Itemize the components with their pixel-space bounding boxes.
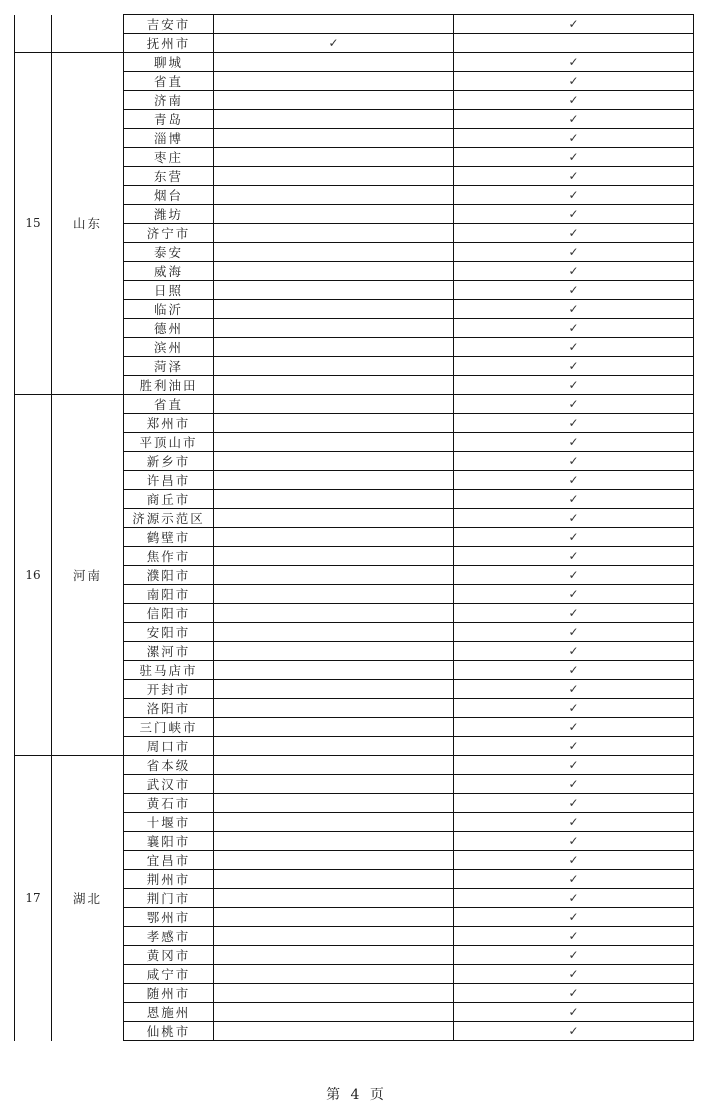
check-mark-icon: ✓	[568, 454, 579, 468]
city-name: 荆州市	[124, 870, 214, 889]
check-cell-col4	[214, 148, 454, 167]
check-mark-icon: ✓	[568, 169, 579, 183]
check-mark-icon: ✓	[568, 1024, 579, 1038]
check-cell-col4	[214, 281, 454, 300]
check-cell-col4	[214, 547, 454, 566]
table-row	[15, 395, 694, 414]
province-name: 河南	[52, 395, 124, 756]
check-cell-col5	[454, 224, 694, 243]
check-mark-icon: ✓	[568, 530, 579, 544]
table-row	[15, 756, 694, 775]
city-name: 商丘市	[124, 490, 214, 509]
check-cell-col5	[454, 547, 694, 566]
check-mark-icon: ✓	[568, 872, 579, 886]
city-name: 周口市	[124, 737, 214, 756]
check-cell-col4	[214, 167, 454, 186]
check-mark-icon: ✓	[568, 340, 579, 354]
check-cell-col5	[454, 984, 694, 1003]
check-cell-col5	[454, 72, 694, 91]
city-name: 驻马店市	[124, 661, 214, 680]
city-name: 咸宁市	[124, 965, 214, 984]
check-cell-col5	[454, 756, 694, 775]
city-name: 黄冈市	[124, 946, 214, 965]
check-mark-icon: ✓	[568, 321, 579, 335]
check-cell-col4	[214, 585, 454, 604]
check-mark-icon: ✓	[568, 511, 579, 525]
check-cell-col4	[214, 642, 454, 661]
check-cell-col4	[214, 794, 454, 813]
check-mark-icon: ✓	[568, 758, 579, 772]
check-mark-icon: ✓	[568, 625, 579, 639]
check-cell-col5	[454, 376, 694, 395]
check-cell-col5	[454, 490, 694, 509]
table-row	[15, 53, 694, 72]
check-cell-col4	[214, 604, 454, 623]
check-cell-col4	[214, 889, 454, 908]
check-mark-icon: ✓	[568, 815, 579, 829]
check-mark-icon: ✓	[568, 264, 579, 278]
check-cell-col4	[214, 452, 454, 471]
check-mark-icon: ✓	[568, 492, 579, 506]
city-name: 洛阳市	[124, 699, 214, 718]
check-mark-icon: ✓	[568, 739, 579, 753]
check-mark-icon: ✓	[568, 55, 579, 69]
group-number	[15, 15, 52, 53]
city-name: 十堰市	[124, 813, 214, 832]
city-name: 菏泽	[124, 357, 214, 376]
city-name: 信阳市	[124, 604, 214, 623]
check-cell-col4	[214, 186, 454, 205]
city-name: 随州市	[124, 984, 214, 1003]
city-name: 南阳市	[124, 585, 214, 604]
city-name: 郑州市	[124, 414, 214, 433]
check-cell-col4	[214, 623, 454, 642]
city-name: 枣庄	[124, 148, 214, 167]
check-cell-col4	[214, 129, 454, 148]
check-cell-col4	[214, 908, 454, 927]
city-name: 泰安	[124, 243, 214, 262]
check-cell-col5	[454, 775, 694, 794]
check-mark-icon: ✓	[568, 207, 579, 221]
check-cell-col4	[214, 699, 454, 718]
check-cell-col5	[454, 661, 694, 680]
city-name: 武汉市	[124, 775, 214, 794]
check-cell-col5	[454, 167, 694, 186]
check-cell-col5	[454, 585, 694, 604]
city-name: 滨州	[124, 338, 214, 357]
check-mark-icon: ✓	[568, 302, 579, 316]
city-name: 日照	[124, 281, 214, 300]
check-cell-col4	[214, 813, 454, 832]
check-mark-icon: ✓	[568, 245, 579, 259]
check-cell-col5	[454, 604, 694, 623]
check-cell-col4	[214, 566, 454, 585]
check-cell-col5	[454, 813, 694, 832]
city-name: 省本级	[124, 756, 214, 775]
city-name: 威海	[124, 262, 214, 281]
check-cell-col4	[214, 528, 454, 547]
check-mark-icon: ✓	[568, 359, 579, 373]
check-cell-col4	[214, 34, 454, 53]
check-cell-col5	[454, 129, 694, 148]
city-name: 恩施州	[124, 1003, 214, 1022]
city-name: 济源示范区	[124, 509, 214, 528]
city-name: 濮阳市	[124, 566, 214, 585]
check-cell-col4	[214, 718, 454, 737]
table-row	[15, 15, 694, 34]
check-cell-col4	[214, 490, 454, 509]
city-name: 新乡市	[124, 452, 214, 471]
city-name: 襄阳市	[124, 832, 214, 851]
check-cell-col5	[454, 338, 694, 357]
check-cell-col5	[454, 53, 694, 72]
check-cell-col5	[454, 262, 694, 281]
check-mark-icon: ✓	[568, 549, 579, 563]
city-name: 吉安市	[124, 15, 214, 34]
check-mark-icon: ✓	[568, 150, 579, 164]
check-mark-icon: ✓	[568, 1005, 579, 1019]
check-mark-icon: ✓	[568, 17, 579, 31]
check-cell-col5	[454, 699, 694, 718]
city-name: 聊城	[124, 53, 214, 72]
province-name	[52, 15, 124, 53]
check-cell-col4	[214, 110, 454, 129]
city-name: 荆门市	[124, 889, 214, 908]
check-mark-icon: ✓	[568, 112, 579, 126]
check-cell-col4	[214, 832, 454, 851]
check-cell-col4	[214, 224, 454, 243]
check-cell-col5	[454, 110, 694, 129]
city-name: 安阳市	[124, 623, 214, 642]
check-cell-col4	[214, 756, 454, 775]
city-name: 抚州市	[124, 34, 214, 53]
check-cell-col5	[454, 965, 694, 984]
city-name: 漯河市	[124, 642, 214, 661]
city-name: 省直	[124, 72, 214, 91]
check-cell-col5	[454, 851, 694, 870]
check-cell-col4	[214, 775, 454, 794]
check-cell-col5	[454, 148, 694, 167]
check-cell-col4	[214, 15, 454, 34]
check-mark-icon: ✓	[568, 701, 579, 715]
city-name: 许昌市	[124, 471, 214, 490]
province-name: 湖北	[52, 756, 124, 1041]
check-mark-icon: ✓	[568, 777, 579, 791]
check-cell-col5	[454, 908, 694, 927]
check-mark-icon: ✓	[568, 834, 579, 848]
check-cell-col4	[214, 1003, 454, 1022]
group-number: 17	[15, 756, 52, 1041]
check-cell-col5	[454, 15, 694, 34]
city-name: 济宁市	[124, 224, 214, 243]
check-cell-col5	[454, 91, 694, 110]
city-name: 临沂	[124, 300, 214, 319]
check-cell-col4	[214, 319, 454, 338]
check-mark-icon: ✓	[568, 891, 579, 905]
province-name: 山东	[52, 53, 124, 395]
page-number: 第 4 页	[326, 1087, 387, 1103]
check-cell-col4	[214, 72, 454, 91]
check-cell-col5	[454, 395, 694, 414]
check-mark-icon: ✓	[568, 587, 579, 601]
check-mark-icon: ✓	[568, 929, 579, 943]
check-mark-icon: ✓	[568, 967, 579, 981]
group-number: 16	[15, 395, 52, 756]
group-number: 15	[15, 53, 52, 395]
city-name: 宜昌市	[124, 851, 214, 870]
check-cell-col5	[454, 946, 694, 965]
check-cell-col5	[454, 623, 694, 642]
check-cell-col4	[214, 53, 454, 72]
check-mark-icon: ✓	[568, 568, 579, 582]
check-cell-col5	[454, 281, 694, 300]
city-name: 烟台	[124, 186, 214, 205]
check-cell-col5	[454, 1003, 694, 1022]
check-cell-col4	[214, 946, 454, 965]
city-name: 三门峡市	[124, 718, 214, 737]
check-cell-col5	[454, 319, 694, 338]
city-name: 鄂州市	[124, 908, 214, 927]
check-mark-icon: ✓	[568, 188, 579, 202]
check-mark-icon: ✓	[568, 397, 579, 411]
check-mark-icon: ✓	[328, 36, 339, 50]
check-cell-col4	[214, 509, 454, 528]
check-cell-col4	[214, 471, 454, 490]
check-mark-icon: ✓	[568, 606, 579, 620]
check-cell-col5	[454, 433, 694, 452]
check-cell-col5	[454, 471, 694, 490]
check-cell-col5	[454, 243, 694, 262]
check-cell-col5	[454, 718, 694, 737]
check-cell-col5	[454, 452, 694, 471]
check-cell-col4	[214, 737, 454, 756]
check-cell-col5	[454, 889, 694, 908]
city-name: 孝感市	[124, 927, 214, 946]
check-mark-icon: ✓	[568, 682, 579, 696]
check-mark-icon: ✓	[568, 226, 579, 240]
check-cell-col4	[214, 965, 454, 984]
check-cell-col5	[454, 832, 694, 851]
city-name: 德州	[124, 319, 214, 338]
city-name: 胜利油田	[124, 376, 214, 395]
check-cell-col5	[454, 34, 694, 53]
check-cell-col4	[214, 433, 454, 452]
check-cell-col4	[214, 680, 454, 699]
check-cell-col4	[214, 243, 454, 262]
check-cell-col5	[454, 794, 694, 813]
check-cell-col4	[214, 1022, 454, 1041]
city-name: 东营	[124, 167, 214, 186]
check-cell-col5	[454, 566, 694, 585]
check-cell-col5	[454, 414, 694, 433]
check-cell-col5	[454, 642, 694, 661]
city-name: 鹤壁市	[124, 528, 214, 547]
check-mark-icon: ✓	[568, 853, 579, 867]
check-cell-col4	[214, 395, 454, 414]
check-mark-icon: ✓	[568, 796, 579, 810]
city-name: 仙桃市	[124, 1022, 214, 1041]
check-mark-icon: ✓	[568, 663, 579, 677]
city-name: 青岛	[124, 110, 214, 129]
check-cell-col4	[214, 376, 454, 395]
check-mark-icon: ✓	[568, 435, 579, 449]
check-cell-col5	[454, 1022, 694, 1041]
check-cell-col4	[214, 984, 454, 1003]
check-mark-icon: ✓	[568, 416, 579, 430]
check-mark-icon: ✓	[568, 283, 579, 297]
check-cell-col4	[214, 851, 454, 870]
city-name: 黄石市	[124, 794, 214, 813]
check-cell-col5	[454, 186, 694, 205]
check-cell-col4	[214, 357, 454, 376]
check-mark-icon: ✓	[568, 644, 579, 658]
check-cell-col5	[454, 737, 694, 756]
check-cell-col4	[214, 300, 454, 319]
check-cell-col4	[214, 870, 454, 889]
check-cell-col5	[454, 870, 694, 889]
check-mark-icon: ✓	[568, 74, 579, 88]
check-mark-icon: ✓	[568, 473, 579, 487]
check-mark-icon: ✓	[568, 986, 579, 1000]
check-cell-col4	[214, 414, 454, 433]
check-mark-icon: ✓	[568, 720, 579, 734]
check-mark-icon: ✓	[568, 910, 579, 924]
city-name: 焦作市	[124, 547, 214, 566]
check-cell-col5	[454, 357, 694, 376]
check-mark-icon: ✓	[568, 948, 579, 962]
check-cell-col5	[454, 300, 694, 319]
city-name: 潍坊	[124, 205, 214, 224]
check-cell-col4	[214, 661, 454, 680]
check-mark-icon: ✓	[568, 131, 579, 145]
check-cell-col4	[214, 927, 454, 946]
check-cell-col4	[214, 205, 454, 224]
region-table	[14, 14, 694, 1041]
check-cell-col5	[454, 680, 694, 699]
check-cell-col4	[214, 338, 454, 357]
check-cell-col5	[454, 509, 694, 528]
city-name: 省直	[124, 395, 214, 414]
city-name: 开封市	[124, 680, 214, 699]
check-cell-col4	[214, 91, 454, 110]
city-name: 平顶山市	[124, 433, 214, 452]
city-name: 济南	[124, 91, 214, 110]
check-cell-col5	[454, 927, 694, 946]
check-cell-col5	[454, 528, 694, 547]
check-cell-col5	[454, 205, 694, 224]
check-mark-icon: ✓	[568, 93, 579, 107]
city-name: 淄博	[124, 129, 214, 148]
check-mark-icon: ✓	[568, 378, 579, 392]
check-cell-col4	[214, 262, 454, 281]
